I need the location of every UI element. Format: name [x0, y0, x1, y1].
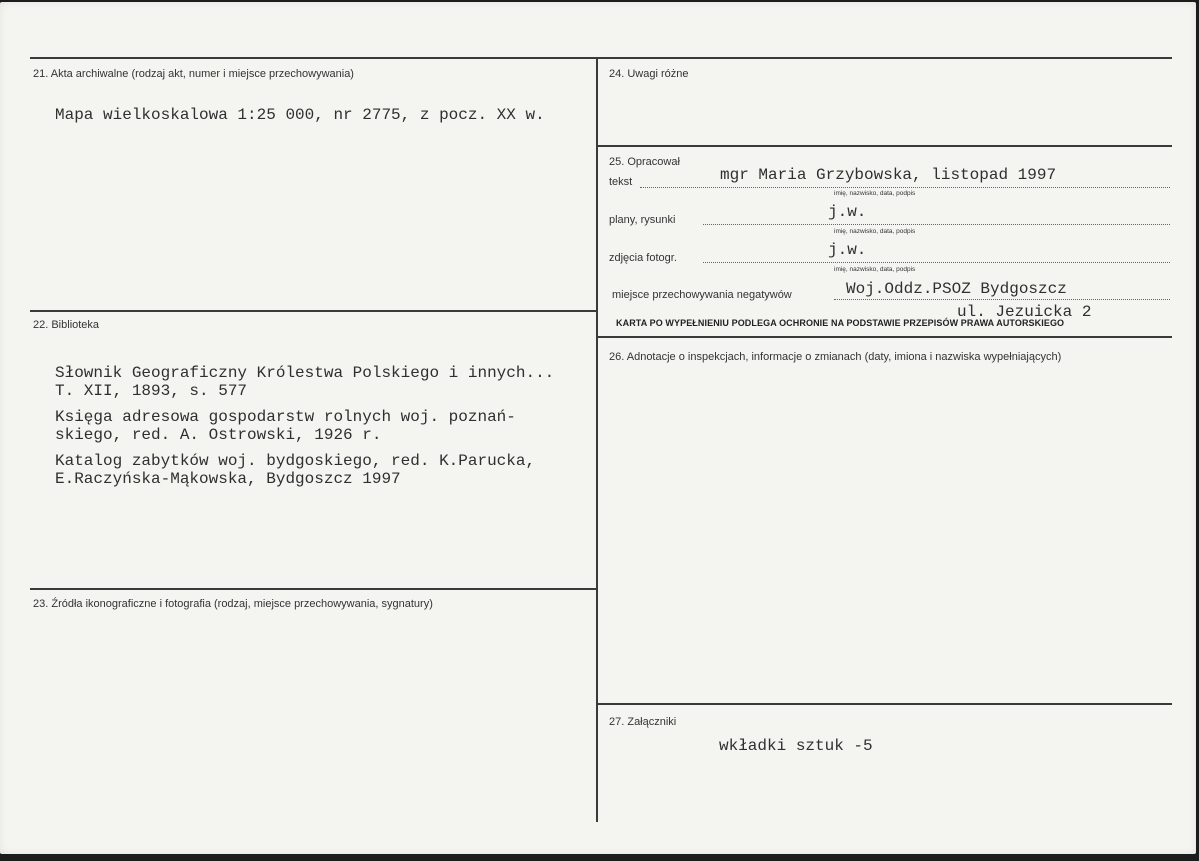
plany-value: j.w. — [828, 203, 867, 221]
top-rule — [30, 57, 1172, 59]
rule-21-22 — [30, 310, 597, 312]
zdjecia-label: zdjęcia fotogr. — [609, 252, 677, 264]
section-23-label: 23. Źródła ikonograficzne i fotografia (rodzaj, miejsce przechowywania, sygnatury) — [33, 598, 433, 610]
section-27-text: wkładki sztuk -5 — [719, 737, 873, 755]
center-divider — [596, 57, 598, 822]
section-24-label: 24. Uwagi różne — [609, 68, 689, 80]
section-27-label: 27. Załączniki — [609, 716, 677, 728]
plany-label: plany, rysunki — [609, 214, 676, 226]
section-21-label: 21. Akta archiwalne (rodzaj akt, numer i miejsce przechowywania) — [33, 68, 354, 80]
tekst-label: tekst — [609, 176, 633, 188]
section-26-label: 26. Adnotacje o inspekcjach, informacje o zmianach (daty, imiona i nazwiska wypełniających) — [609, 351, 1062, 363]
section-21-text: Mapa wielkoskalowa 1:25 000, nr 2775, z pocz. XX w. — [55, 106, 545, 124]
section-22-line: E.Raczyńska-Mąkowska, Bydgoszcz 1997 — [55, 470, 401, 488]
copyright-notice: KARTA PO WYPEŁNIENIU PODLEGA OCHRONIE NA PODSTAWIE PRZEPISÓW PRAWA AUTORSKIEGO — [616, 318, 1065, 328]
zdjecia-dotline — [703, 262, 1170, 263]
rule-26-27 — [597, 703, 1172, 705]
miejsce-dotline — [834, 299, 1170, 300]
section-22-line: T. XII, 1893, s. 577 — [55, 382, 248, 400]
section-22-line: Słownik Geograficzny Królestwa Polskiego i innych... — [55, 364, 555, 382]
rule-24-25 — [597, 145, 1172, 147]
section-22-line: Księga adresowa gospodarstw rolnych woj. poznań- — [55, 408, 516, 426]
section-22-line: skiego, red. A. Ostrowski, 1926 r. — [55, 426, 382, 444]
tekst-value: mgr Maria Grzybowska, listopad 1997 — [720, 166, 1057, 184]
miejsce-value-2: ul. Jezuicka 2 — [957, 303, 1092, 321]
zdjecia-caption: imię, nazwisko, data, podpis — [834, 266, 916, 273]
miejsce-label: miejsce przechowywania negatywów — [612, 289, 792, 301]
miejsce-value: Woj.Oddz.PSOZ Bydgoszcz — [846, 280, 1067, 298]
tekst-caption: imię, nazwisko, data, podpis — [834, 190, 916, 197]
record-card — [0, 2, 1196, 854]
plany-dotline — [703, 224, 1170, 225]
rule-25-26 — [597, 336, 1172, 338]
plany-caption: imię, nazwisko, data, podpis — [834, 228, 916, 235]
rule-22-23 — [30, 588, 597, 590]
tekst-dotline — [640, 187, 1170, 188]
section-22-label: 22. Biblioteka — [33, 319, 100, 331]
zdjecia-value: j.w. — [828, 241, 867, 259]
section-22-line: Katalog zabytków woj. bydgoskiego, red. K.Parucka, — [55, 452, 536, 470]
section-25-label: 25. Opracował — [609, 156, 680, 168]
